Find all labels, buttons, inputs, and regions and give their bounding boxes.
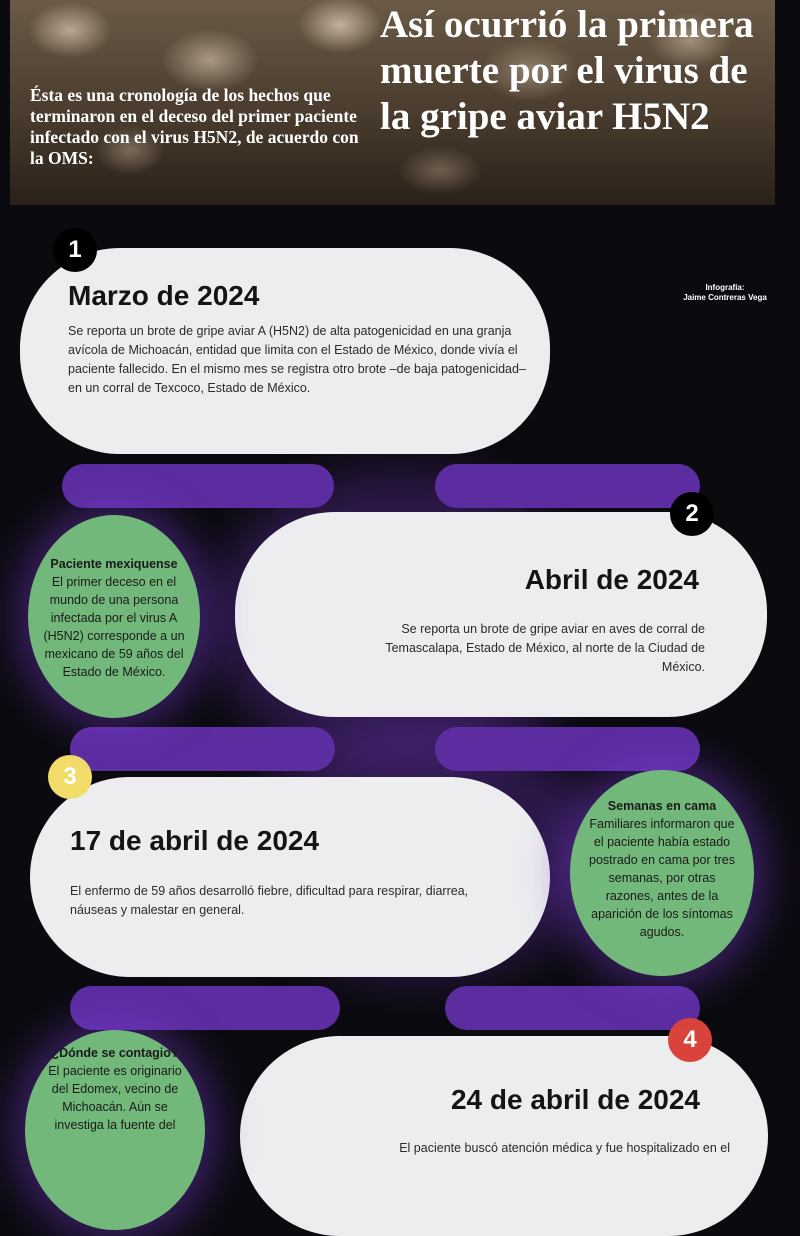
connector-bar — [62, 464, 334, 508]
connector-bar — [445, 986, 700, 1030]
page-title: Así ocurrió la primera muerte por el virus de la gripe aviar H5N2 — [380, 3, 754, 138]
connector-bar — [435, 464, 700, 508]
side-note-title: ¿Dónde se contagio? — [51, 1046, 179, 1060]
event-description: El enfermo de 59 años desarrolló fiebre, dificultad para respirar, diarrea, náuseas y malestar en general. — [70, 884, 469, 917]
header-intro: Ésta es una cronología de los hechos que terminaron en el deceso del primer paciente infectado con el virus H5N2, de acuerdo con la OMS: — [30, 85, 359, 168]
side-note-bubble — [28, 515, 200, 718]
header-photo — [10, 0, 775, 205]
side-note-title: Paciente mexiquense — [50, 557, 178, 571]
side-note-text: El paciente es originario del Edomex, vecino de Michoacán. Aún se investiga la fuente del — [48, 1064, 182, 1132]
event-description: El paciente buscó atención médica y fue hospitalizado en el — [399, 1141, 730, 1155]
event-date: Marzo de 2024 — [68, 280, 260, 311]
timeline-event-3 — [30, 777, 550, 977]
credit-author: Jaime Contreras Vega — [683, 293, 767, 302]
connector-bar — [70, 727, 335, 771]
event-date: 17 de abril de 2024 — [70, 825, 320, 856]
side-note-text: El primer deceso en el mundo de una persona infectada por el virus A (H5N2) corresponde a un mexicano de 59 años del Estado de México. — [43, 575, 185, 679]
event-date: Abril de 2024 — [524, 564, 699, 595]
event-description: Se reporta un brote de gripe aviar en aves de corral de Temascalapa, Estado de México, al norte de la Ciudad de México. — [385, 622, 705, 674]
timeline-event-2 — [235, 512, 767, 717]
step-number-badge — [670, 492, 714, 536]
side-note-bubble — [570, 770, 754, 976]
step-number: 2 — [685, 500, 699, 527]
connector-bar — [70, 986, 340, 1030]
step-number-badge — [53, 228, 97, 272]
step-number: 1 — [68, 236, 82, 263]
infographic-credit — [660, 283, 790, 303]
timeline-event-4 — [240, 1036, 768, 1236]
timeline-event-1 — [20, 248, 550, 454]
side-note-text: Familiares informaron que el paciente había estado postrado en cama por tres semanas, por otras razones, antes de la aparición de los síntomas agudos. — [589, 817, 735, 939]
side-note-title: Semanas en cama — [607, 799, 717, 813]
step-number: 3 — [63, 763, 77, 790]
event-description: Se reporta un brote de gripe aviar A (H5N2) de alta patogenicidad en una granja avícola de Michoacán, entidad que limita con el Estado de México, donde vivía el paciente fallecido. En el mismo mes se registra otro brote –de baja patogenicidad– en un corral de Texcoco, Estado de México. — [68, 324, 526, 395]
step-number: 4 — [683, 1026, 697, 1053]
credit-label: Infografía: — [705, 283, 745, 292]
event-date: 24 de abril de 2024 — [450, 1084, 700, 1115]
connector-bar — [435, 727, 700, 771]
side-note-bubble — [25, 1030, 205, 1230]
step-number-badge — [668, 1018, 712, 1062]
step-number-badge — [48, 755, 92, 799]
